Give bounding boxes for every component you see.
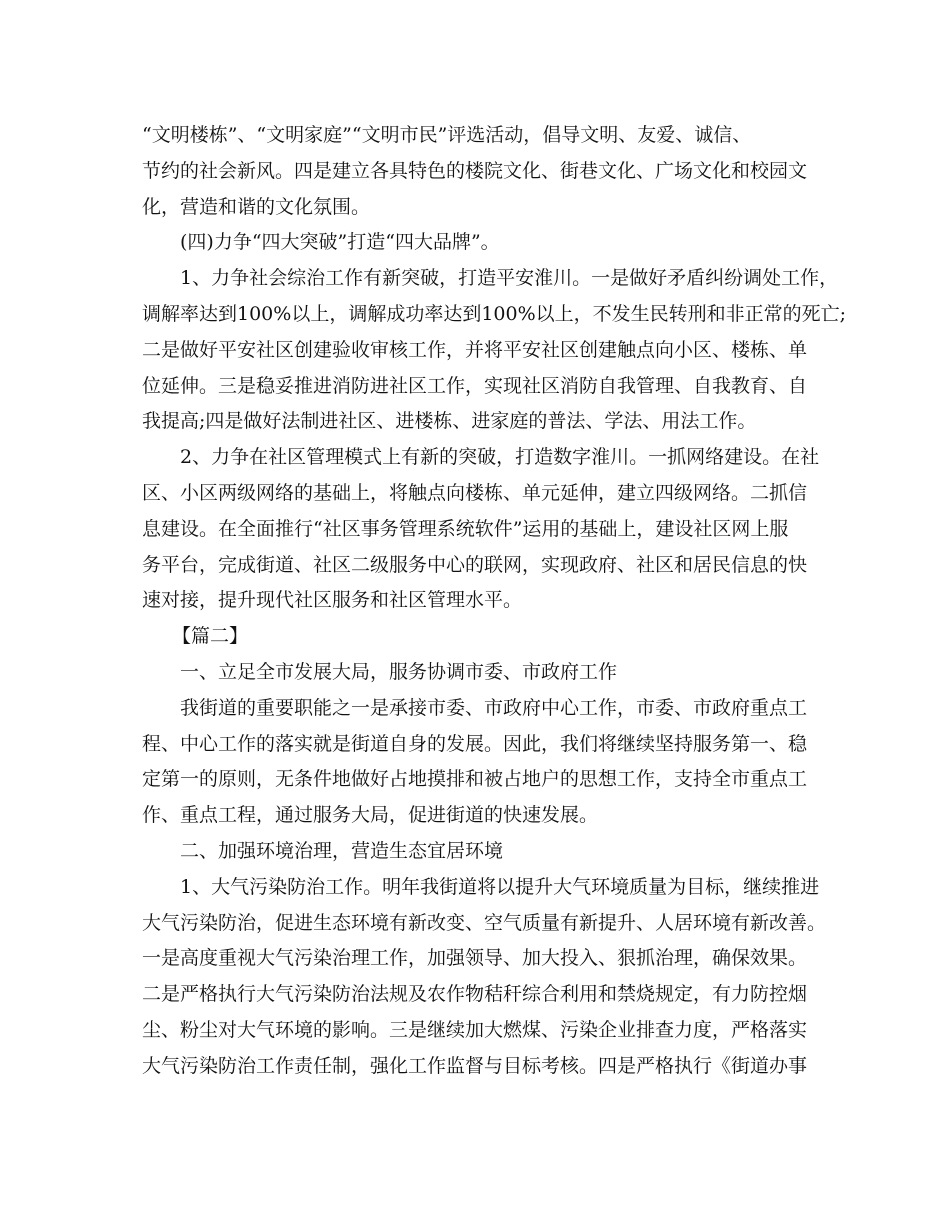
text-line: 尘、粉尘对大气环境的影响。三是继续加大燃煤、污染企业排查力度，严格落实 <box>142 1018 808 1041</box>
text-line: 二是做好平安社区创建验收审核工作，并将平安社区创建触点向小区、楼栋、单 <box>142 338 808 361</box>
text-line: 位延伸。三是稳妥推进消防进社区工作，实现社区消防自我管理、自我教育、自 <box>142 374 808 397</box>
text-line: 作、重点工程，通过服务大局，促进街道的快速发展。 <box>142 804 599 827</box>
section-heading: 一、立足全市发展大局，服务协调市委、市政府工作 <box>180 660 618 683</box>
text-line: 一是高度重视大气污染治理工作，加强领导、加大投入、狠抓治理，确保效果。 <box>142 947 808 970</box>
text-line: 我提高;四是做好法制进社区、进楼栋、进家庭的普法、学法、用法工作。 <box>142 410 757 433</box>
text-line: 化，营造和谐的文化氛围。 <box>142 195 371 218</box>
text-line: 区、小区两级网络的基础上，将触点向楼栋、单元延伸，建立四级网络。二抓信 <box>142 481 808 504</box>
text-line: 程、中心工作的落实就是街道自身的发展。因此，我们将继续坚持服务第一、稳 <box>142 732 808 755</box>
paragraph-start: 1、力争社会综治工作有新突破，打造平安淮川。一是做好矛盾纠纷调处工作， <box>180 267 839 290</box>
text-line: “文明楼栋”、“文明家庭”“文明市民”评选活动，倡导文明、友爱、诚信、 <box>142 124 752 146</box>
section-label: 【篇二】 <box>172 625 249 648</box>
section-heading: 二、加强环境治理，营造生态宜居环境 <box>180 839 504 862</box>
text-line: 息建设。在全面推行“社区事务管理系统软件”运用的基础上，建设社区网上服 <box>142 517 789 540</box>
text-line: 大气污染防治，促进生态环境有新改变、空气质量有新提升、人居环境有新改善。 <box>142 911 827 934</box>
text-line: 速对接，提升现代社区服务和社区管理水平。 <box>142 589 523 612</box>
text-line: 定第一的原则，无条件地做好占地摸排和被占地户的思想工作，支持全市重点工 <box>142 768 808 791</box>
text-line: 务平台，完成街道、社区二级服务中心的联网，实现政府、社区和居民信息的快 <box>142 553 808 576</box>
paragraph-start: 1、大气污染防治工作。明年我街道将以提升大气环境质量为目标，继续推进 <box>180 875 820 898</box>
text-line: 调解率达到100%以上，调解成功率达到100%以上，不发生民转刑和非正常的死亡; <box>142 302 847 325</box>
document-body <box>142 118 847 1085</box>
paragraph-start: 2、力争在社区管理模式上有新的突破，打造数字淮川。一抓网络建设。在社 <box>180 446 820 469</box>
text-line: 二是严格执行大气污染防治法规及农作物秸秆综合利用和禁烧规定，有力防控烟 <box>142 983 808 1006</box>
text-line: 大气污染防治工作责任制，强化工作监督与目标考核。四是严格执行《街道办事 <box>142 1054 808 1077</box>
subsection-heading: (四)力争“四大突破”打造“四大品牌”。 <box>180 231 500 254</box>
text-line: 节约的社会新风。四是建立各具特色的楼院文化、街巷文化、广场文化和校园文 <box>142 159 808 182</box>
paragraph-start: 我街道的重要职能之一是承接市委、市政府中心工作，市委、市政府重点工 <box>180 696 808 719</box>
